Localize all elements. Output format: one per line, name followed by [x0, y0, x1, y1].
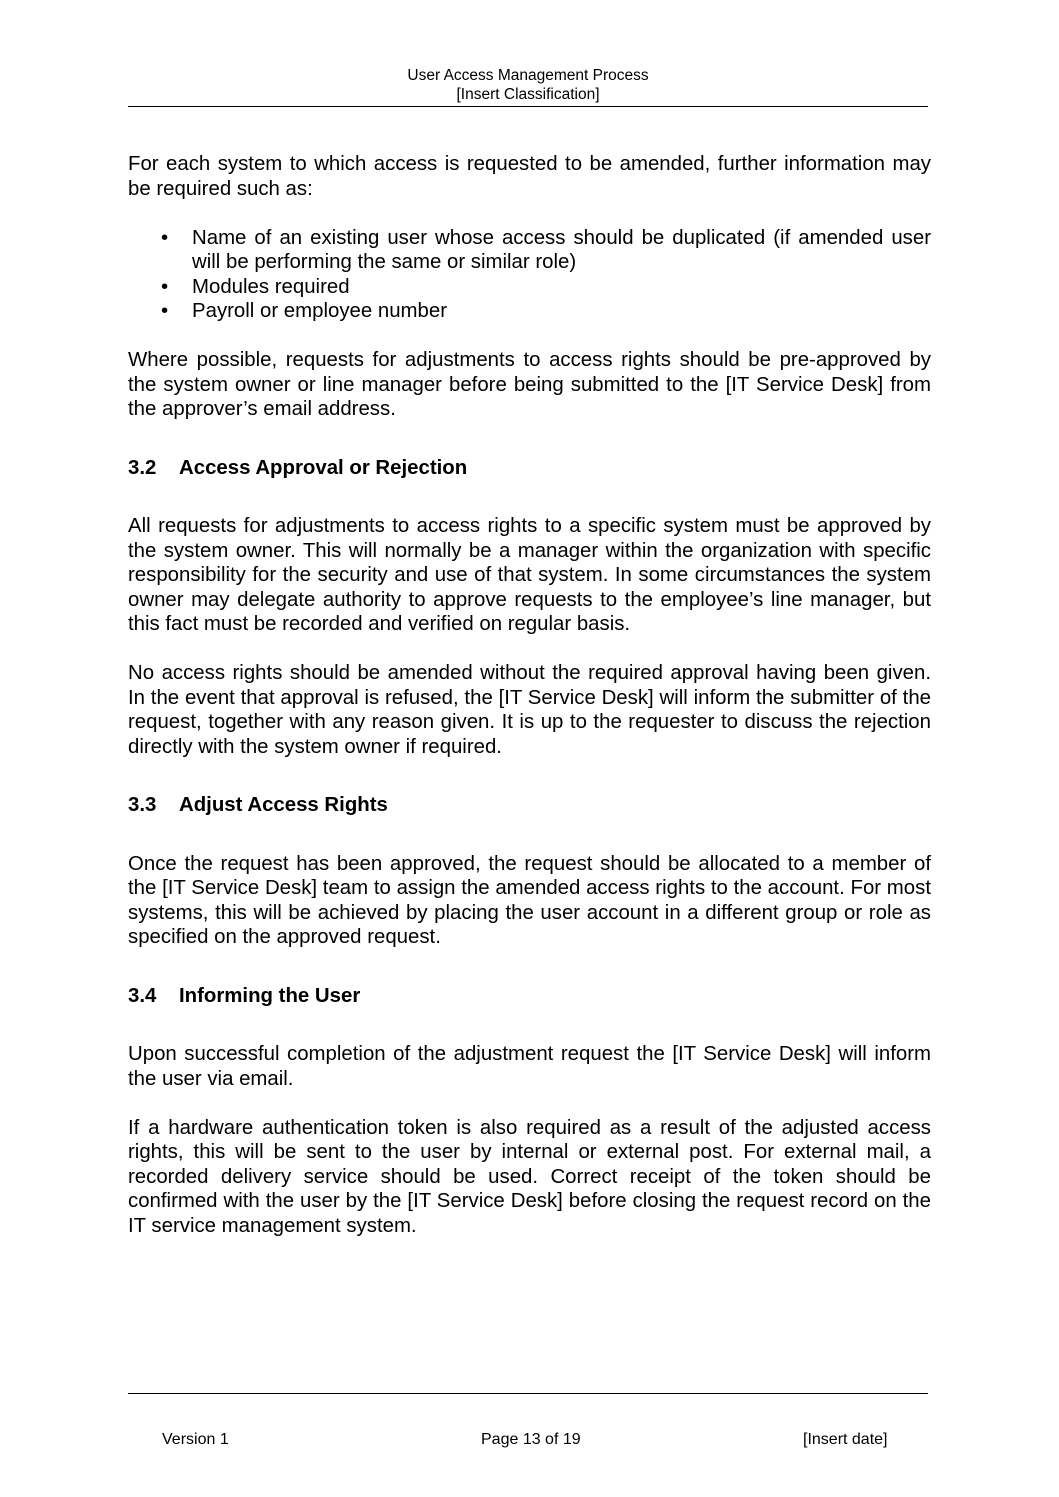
list-item-text: Name of an existing user whose access should be duplicated (if amended user will be performing the same or similar role) — [192, 226, 931, 273]
paragraph: No access rights should be amended without the required approval having been given. In the event that approval is refused, the [IT Service Desk] will inform the submitter of the request, together with any reason given. It is up to the requester to discuss the rejection directly with the system owner if required. — [128, 662, 931, 758]
paragraph: All requests for adjustments to access rights to a specific system must be approved by the system owner. This will normally be a manager within the organization with specific responsibility for the security and use of that system. In some circumstances the system owner may delegate authority to approve requests to the employee’s line manager, but this fact must be recorded and verified on regular basis. — [128, 515, 931, 635]
required-info-list — [128, 226, 931, 324]
date-label: [Insert date] — [803, 1431, 888, 1448]
section-number: 3.3 — [128, 794, 157, 816]
paragraph: Once the request has been approved, the request should be allocated to a member of the [IT Service Desk] team to assign the amended access rights to the account. For most systems, this will be achieved by placing the user account in a different group or role as specified on the approved request. — [128, 852, 931, 948]
section-number: 3.2 — [128, 456, 157, 479]
page-number: Page 13 of 19 — [481, 1431, 581, 1448]
section-title: Adjust Access Rights — [179, 794, 388, 816]
paragraph: If a hardware authentication token is also required as a result of the adjusted access rights, this will be sent to the user by internal or external post. For external mail, a recorded delivery service should be used. Correct receipt of the token should be confirmed with the user by the [IT Service Desk] before closing the request record on the IT service management system. — [128, 1116, 931, 1237]
version-label: Version 1 — [162, 1431, 229, 1448]
document-title: User Access Management Process — [407, 67, 649, 84]
bullet-icon: • — [161, 275, 169, 298]
section-number: 3.4 — [128, 984, 157, 1007]
list-item-text: Payroll or employee number — [192, 300, 448, 322]
pre-approval-paragraph: Where possible, requests for adjustments to access rights should be pre-approved by the system owner or line manager before being submitted to the [IT Service Desk] from the approver’s email address. — [128, 349, 931, 420]
section-title: Access Approval or Rejection — [179, 456, 468, 479]
list-item — [128, 299, 931, 324]
classification-label: [Insert Classification] — [456, 86, 600, 103]
bullet-icon: • — [161, 300, 169, 322]
section-title: Informing the User — [179, 984, 361, 1007]
intro-paragraph: For each system to which access is requested to be amended, further information may be required such as: — [128, 153, 931, 200]
page-header — [128, 66, 928, 104]
list-item — [128, 275, 931, 300]
paragraph: Upon successful completion of the adjustment request the [IT Service Desk] will inform the user via email. — [128, 1043, 931, 1090]
section-heading-3-4 — [128, 984, 931, 1009]
page-content — [128, 152, 931, 1238]
header-divider — [128, 106, 928, 107]
list-item — [128, 226, 931, 275]
footer-divider — [128, 1393, 928, 1394]
section-heading-3-2 — [128, 456, 931, 481]
list-item-text: Modules required — [192, 275, 350, 298]
bullet-icon: • — [161, 226, 169, 249]
section-heading-3-3 — [128, 793, 931, 818]
